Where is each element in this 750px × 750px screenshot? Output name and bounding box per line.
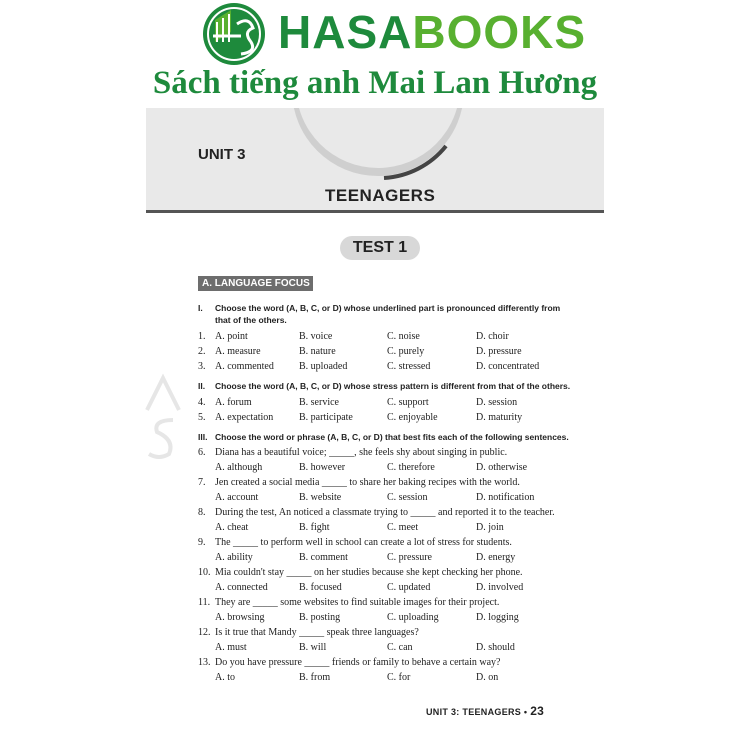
option-b: B. nature — [299, 346, 336, 357]
option-a: A. commented — [215, 361, 274, 372]
option-b: B. comment — [299, 552, 348, 563]
question-number: 11. — [198, 597, 211, 608]
option-c: C. therefore — [387, 462, 435, 473]
option-d: D. notification — [476, 492, 535, 503]
option-b: B. uploaded — [299, 361, 348, 372]
question-text: Do you have pressure _____ friends or family to behave a certain way? — [215, 657, 501, 668]
question-text: Is it true that Mandy _____ speak three languages? — [215, 627, 419, 638]
option-b: B. website — [299, 492, 342, 503]
option-a: A. to — [215, 672, 235, 683]
option-a: A. measure — [215, 346, 261, 357]
option-b: B. focused — [299, 582, 342, 593]
option-c: C. enjoyable — [387, 412, 438, 423]
option-a: A. forum — [215, 397, 252, 408]
question-number: 10. — [198, 567, 211, 578]
option-c: C. updated — [387, 582, 431, 593]
option-c: C. can — [387, 642, 413, 653]
footer-bullet: • — [523, 707, 528, 717]
option-a: A. connected — [215, 582, 268, 593]
option-a: A. cheat — [215, 522, 249, 533]
option-b: B. service — [299, 397, 339, 408]
question-number: 3. — [198, 361, 206, 372]
option-b: B. participate — [299, 412, 353, 423]
option-c: C. noise — [387, 331, 420, 342]
question-text: They are _____ some websites to find suitable images for their project. — [215, 597, 500, 608]
question-number: 4. — [198, 397, 206, 408]
option-c: C. purely — [387, 346, 425, 357]
option-b: B. however — [299, 462, 346, 473]
option-b: B. from — [299, 672, 331, 683]
option-d: D. join — [476, 522, 504, 533]
option-a: A. point — [215, 331, 248, 342]
option-c: C. support — [387, 397, 429, 408]
instruction-number: III. — [198, 432, 208, 442]
hasabooks-logo-icon — [201, 2, 267, 66]
option-d: D. energy — [476, 552, 516, 563]
option-a: A. expectation — [215, 412, 274, 423]
instruction-text: Choose the word or phrase (A, B, C, or D) that best fits each of the following sentences. — [215, 432, 569, 442]
question-number: 8. — [198, 507, 206, 518]
instruction-number: I. — [198, 303, 203, 313]
question-text: Diana has a beautiful voice; _____, she feels shy about singing in public. — [215, 447, 508, 458]
option-c: C. meet — [387, 522, 419, 533]
question-number: 7. — [198, 477, 206, 488]
question-text: During the test, An noticed a classmate trying to _____ and reported it to the teacher. — [215, 507, 555, 518]
option-b: B. will — [299, 642, 327, 653]
question-number: 2. — [198, 346, 206, 357]
option-a: A. must — [215, 642, 247, 653]
instruction-text: Choose the word (A, B, C, or D) whose stress pattern is different from that of the others. — [215, 381, 571, 391]
banner-divider — [146, 210, 604, 213]
option-d: D. should — [476, 642, 515, 653]
section-header: A. LANGUAGE FOCUS — [198, 276, 313, 291]
question-number: 9. — [198, 537, 206, 548]
question-text: The _____ to perform well in school can create a lot of stress for students. — [215, 537, 512, 548]
option-b: B. voice — [299, 331, 333, 342]
unit-label: UNIT 3 — [198, 146, 246, 163]
option-d: D. otherwise — [476, 462, 528, 473]
option-c: C. pressure — [387, 552, 432, 563]
watermark-icon — [143, 370, 183, 460]
option-d: D. pressure — [476, 346, 522, 357]
question-number: 6. — [198, 447, 206, 458]
option-d: D. session — [476, 397, 518, 408]
option-b: B. posting — [299, 612, 341, 623]
option-a: A. account — [215, 492, 259, 503]
option-c: C. session — [387, 492, 428, 503]
question-text: Jen created a social media _____ to share her baking recipes with the world. — [215, 477, 520, 488]
option-d: D. maturity — [476, 412, 523, 423]
question-number: 12. — [198, 627, 211, 638]
brand-part1: HASA — [278, 6, 413, 58]
question-number: 1. — [198, 331, 206, 342]
brand-name — [278, 4, 586, 60]
option-d: D. involved — [476, 582, 524, 593]
question-text: Mia couldn't stay _____ on her studies because she kept checking her phone. — [215, 567, 523, 578]
option-d: D. on — [476, 672, 499, 683]
page-footer — [426, 704, 544, 718]
option-d: D. concentrated — [476, 361, 540, 372]
question-number: 5. — [198, 412, 206, 423]
option-c: C. stressed — [387, 361, 431, 372]
footer-label: UNIT 3: TEENAGERS — [426, 707, 522, 717]
page-number: 23 — [530, 704, 545, 718]
option-a: A. although — [215, 462, 263, 473]
question-number: 13. — [198, 657, 211, 668]
instruction-text: Choose the word (A, B, C, or D) whose underlined part is pronounced differently from that of the others. — [215, 303, 561, 325]
option-d: D. choir — [476, 331, 509, 342]
option-c: C. for — [387, 672, 411, 683]
option-b: B. fight — [299, 522, 330, 533]
instruction-number: II. — [198, 381, 206, 391]
option-a: A. ability — [215, 552, 253, 563]
test-title: TEST 1 — [340, 236, 420, 260]
option-a: A. browsing — [215, 612, 265, 623]
brand-part2: BOOKS — [412, 6, 587, 58]
brand-subtitle: Sách tiếng anh Mai Lan Hương — [152, 65, 598, 101]
unit-topic: TEENAGERS — [325, 186, 436, 205]
option-d: D. logging — [476, 612, 519, 623]
option-c: C. uploading — [387, 612, 439, 623]
